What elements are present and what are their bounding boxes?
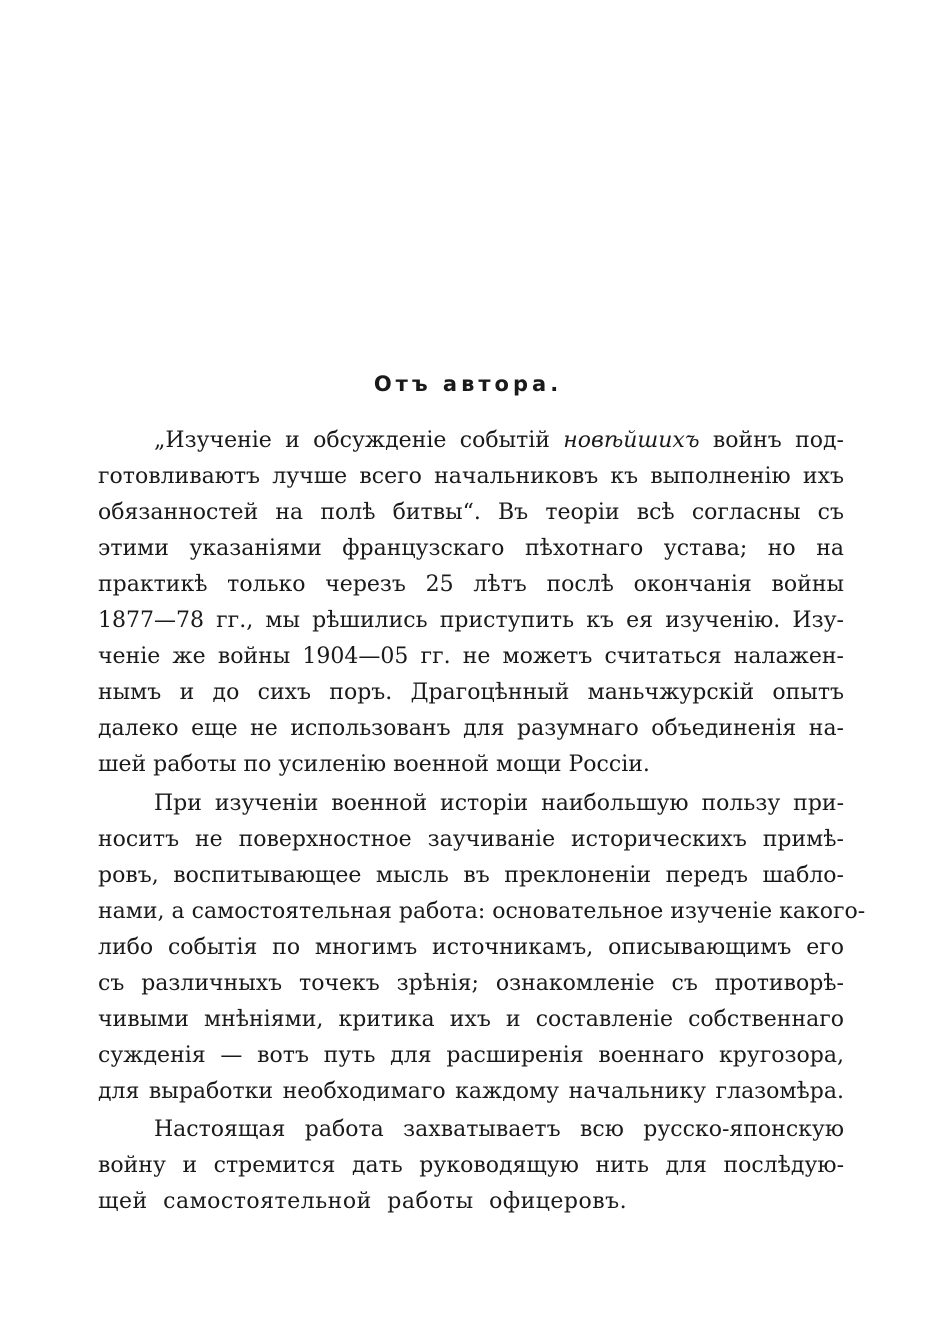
paragraph-1-line-2: готовливаютъ лучше всего начальниковъ къ выполненію ихъ [98, 464, 844, 489]
paragraph-1-line-5: практикѣ только черезъ 25 лѣтъ послѣ окончанія войны [98, 572, 844, 597]
paragraph-3-line-2: войну и стремится дать руководящую нить для послѣдую- [98, 1153, 844, 1178]
paragraph-2-line-7: чивыми мнѣніями, критика ихъ и составленіе собственнаго [98, 1007, 844, 1032]
paragraph-1-emphasis: новѣйшихъ [563, 428, 700, 453]
paragraph-2-line-6: съ различныхъ точекъ зрѣнія; ознакомленіе съ противорѣ- [98, 971, 844, 996]
page-title: Отъ автора. [373, 372, 563, 396]
paragraph-1-line-9: далеко еще не использованъ для разумнаго объединенія на- [98, 716, 844, 741]
paragraph-2-line-1: При изученіи военной исторіи наибольшую пользу при- [154, 791, 844, 816]
paragraph-2-line-2: носитъ не поверхностное заучиваніе историческихъ примѣ- [98, 827, 844, 852]
paragraph-2-line-4: нами, а самостоятельная работа: основательное изученіе какого- [98, 899, 866, 924]
paragraph-2-line-9: для выработки необходимаго каждому начальнику глазомѣра. [98, 1079, 844, 1104]
paragraph-1-line-10: шей работы по усиленію военной мощи Россіи. [98, 752, 650, 777]
paragraph-1-line-1-part-c: войнъ под- [699, 428, 844, 453]
paragraph-1-line-7: ченіе же войны 1904—05 гг. не можетъ считаться налажен- [98, 644, 844, 669]
paragraph-1-line-4: этими указаніями французскаго пѣхотнаго устава; но на [98, 536, 844, 561]
paragraph-1-line-6: 1877—78 гг., мы рѣшились приступить къ ея изученію. Изу- [98, 608, 844, 633]
paragraph-2-line-5: либо событія по многимъ источникамъ, описывающимъ его [98, 935, 844, 960]
paragraph-3-line-3: щей самостоятельной работы офицеровъ. [98, 1189, 628, 1214]
paragraph-2-line-8: сужденія — вотъ путь для расширенія военнаго кругозора, [98, 1043, 844, 1068]
paragraph-3-line-1: Настоящая работа захватываетъ всю русско-японскую [154, 1117, 844, 1142]
paragraph-1-line-8: нымъ и до сихъ поръ. Драгоцѣнный маньчжурскій опытъ [98, 680, 844, 705]
paragraph-1-line-1-part-a: „Изученіе и обсужденіе событій [154, 428, 564, 453]
paragraph-2-line-3: ровъ, воспитывающее мысль въ преклоненіи передъ шабло- [98, 863, 844, 888]
paragraph-1-line-3: обязанностей на полѣ битвы“. Въ теоріи всѣ согласны съ [98, 500, 844, 525]
paragraph-1-line-1 [154, 424, 844, 458]
